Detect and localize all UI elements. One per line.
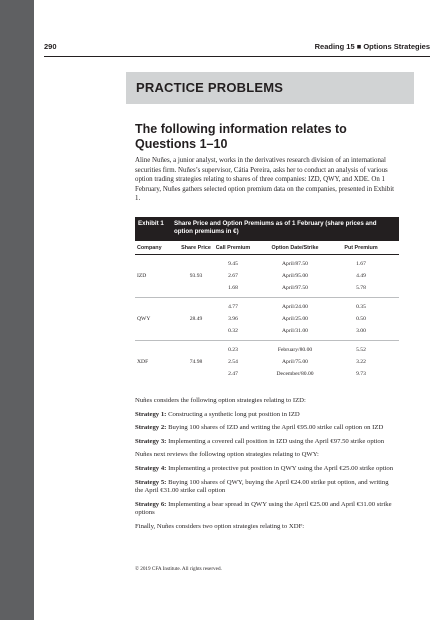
header-rule [44, 56, 430, 57]
strike-cell: April/24.00 [282, 304, 308, 310]
strategy-label: Strategy 5: [135, 478, 167, 486]
call-premium-cell: 9.45 [228, 261, 238, 267]
strategy-text: Buying 100 shares of IZD and writing the April €95.00 strike call option on IZD [166, 424, 384, 432]
put-premium-cell: 0.35 [356, 304, 366, 310]
share-price-cell: 93.93 [189, 273, 203, 279]
strike-cell: April/31.00 [282, 328, 308, 334]
col-header-call-premium: Call Premium [215, 244, 251, 251]
exhibit-table [135, 217, 399, 383]
put-premium-cell: 1.67 [356, 261, 366, 267]
strike-cell: April/95.00 [282, 273, 308, 279]
put-premium-cell: 9.73 [356, 371, 366, 377]
put-premium-cell: 5.52 [356, 347, 366, 353]
call-premium-cell: 3.96 [228, 316, 238, 322]
strategy-text: Implementing a protective put position in QWY using the April €25.00 strike option [166, 464, 394, 472]
exhibit-caption: Share Price and Option Premiums as of 1 February (share prices and option premiums in €) [174, 220, 377, 236]
running-head [44, 42, 430, 56]
col-header-share-price: Share Price [181, 244, 211, 251]
col-header-option-date-strike: Option Date/Strike [271, 244, 319, 251]
section-banner: PRACTICE PROBLEMS [126, 72, 414, 104]
call-premium-cell: 2.54 [228, 359, 238, 365]
body-text [135, 397, 397, 537]
put-premium-cell: 3.00 [356, 328, 366, 334]
document-page [34, 0, 440, 620]
page-edge-bar [0, 0, 34, 620]
strategy-label: Strategy 6: [135, 500, 167, 508]
call-premium-cell: 1.68 [228, 285, 238, 291]
strategy-label: Strategy 1: [135, 410, 167, 418]
call-premium-cell: 4.77 [228, 304, 238, 310]
copyright-notice: © 2019 CFA Institute. All rights reserved. [135, 566, 222, 572]
strike-cell: April/97.50 [282, 285, 308, 291]
xdf-lead-paragraph: Finally, Nuñes considers two option strategies relating to XDF: [135, 522, 305, 530]
strategy-label: Strategy 4: [135, 464, 167, 472]
put-premium-cell: 5.78 [356, 285, 366, 291]
strategy-text: Implementing a bear spread in QWY using the April €25.00 and April €31.00 strike options [135, 500, 392, 517]
strike-cell: April/87.50 [282, 261, 308, 267]
strategy-text: Implementing a covered call position in IZD using the April €97.50 strike option [166, 437, 385, 445]
strategy-5 [135, 479, 397, 496]
strategy-6 [135, 501, 397, 518]
col-header-company: Company [137, 244, 162, 251]
strategy-text: Buying 100 shares of QWY, buying the April €24.00 strike put option, and writing the April €31.00 strike call option [135, 478, 389, 495]
company-cell: XDF [137, 359, 149, 365]
strategy-3 [135, 438, 397, 447]
table-group-xdf [135, 341, 399, 383]
strategy-label: Strategy 3: [135, 437, 167, 445]
strategy-label: Strategy 2: [135, 424, 167, 432]
call-premium-cell: 0.32 [228, 328, 238, 334]
put-premium-cell: 4.49 [356, 273, 366, 279]
page-number: 290 [44, 42, 57, 51]
company-cell: QWY [137, 316, 151, 322]
call-premium-cell: 2.47 [228, 371, 238, 377]
strategy-1 [135, 411, 397, 420]
reading-title: Reading 15 ■ Options Strategies [314, 42, 430, 51]
share-price-cell: 28.49 [189, 316, 203, 322]
strike-cell: December/80.00 [276, 371, 314, 377]
intro-paragraph: Aline Nuñes, a junior analyst, works in the derivatives research division of an international securities firm. Nuñes’s supervisor, Cátia Pereira, asks her to conduct an analysis of various option trading strategies relating to shares of three companies: IZD, QWY, and XDE. On 1 February, Nuñes gathers selected option premium data on the companies, presented in Exhibit 1. [135, 157, 395, 203]
column-headers [135, 241, 399, 255]
strategy-2 [135, 424, 397, 433]
strategy-4 [135, 465, 397, 474]
call-premium-cell: 0.23 [228, 347, 238, 353]
col-header-put-premium: Put Premium [344, 244, 378, 251]
izd-lead-paragraph: Nuñes considers the following option strategies relating to IZD: [135, 397, 306, 404]
table-group-izd [135, 255, 399, 298]
call-premium-cell: 2.67 [228, 273, 238, 279]
qwy-lead-paragraph: Nuñes next reviews the following option strategies relating to QWY: [135, 451, 319, 459]
question-heading: The following information relates to Questions 1–10 [135, 122, 347, 151]
put-premium-cell: 0.50 [356, 316, 366, 322]
table-group-qwy [135, 298, 399, 341]
strike-cell: February/80.00 [277, 347, 313, 353]
share-price-cell: 74.98 [189, 359, 203, 365]
strategy-text: Constructing a synthetic long put position in IZD [166, 410, 300, 418]
exhibit-header [135, 217, 399, 241]
strike-cell: April/75.00 [282, 359, 308, 365]
put-premium-cell: 3.22 [356, 359, 366, 365]
company-cell: IZD [137, 273, 147, 279]
strike-cell: April/25.00 [282, 316, 308, 322]
exhibit-label: Exhibit 1 [138, 220, 164, 227]
